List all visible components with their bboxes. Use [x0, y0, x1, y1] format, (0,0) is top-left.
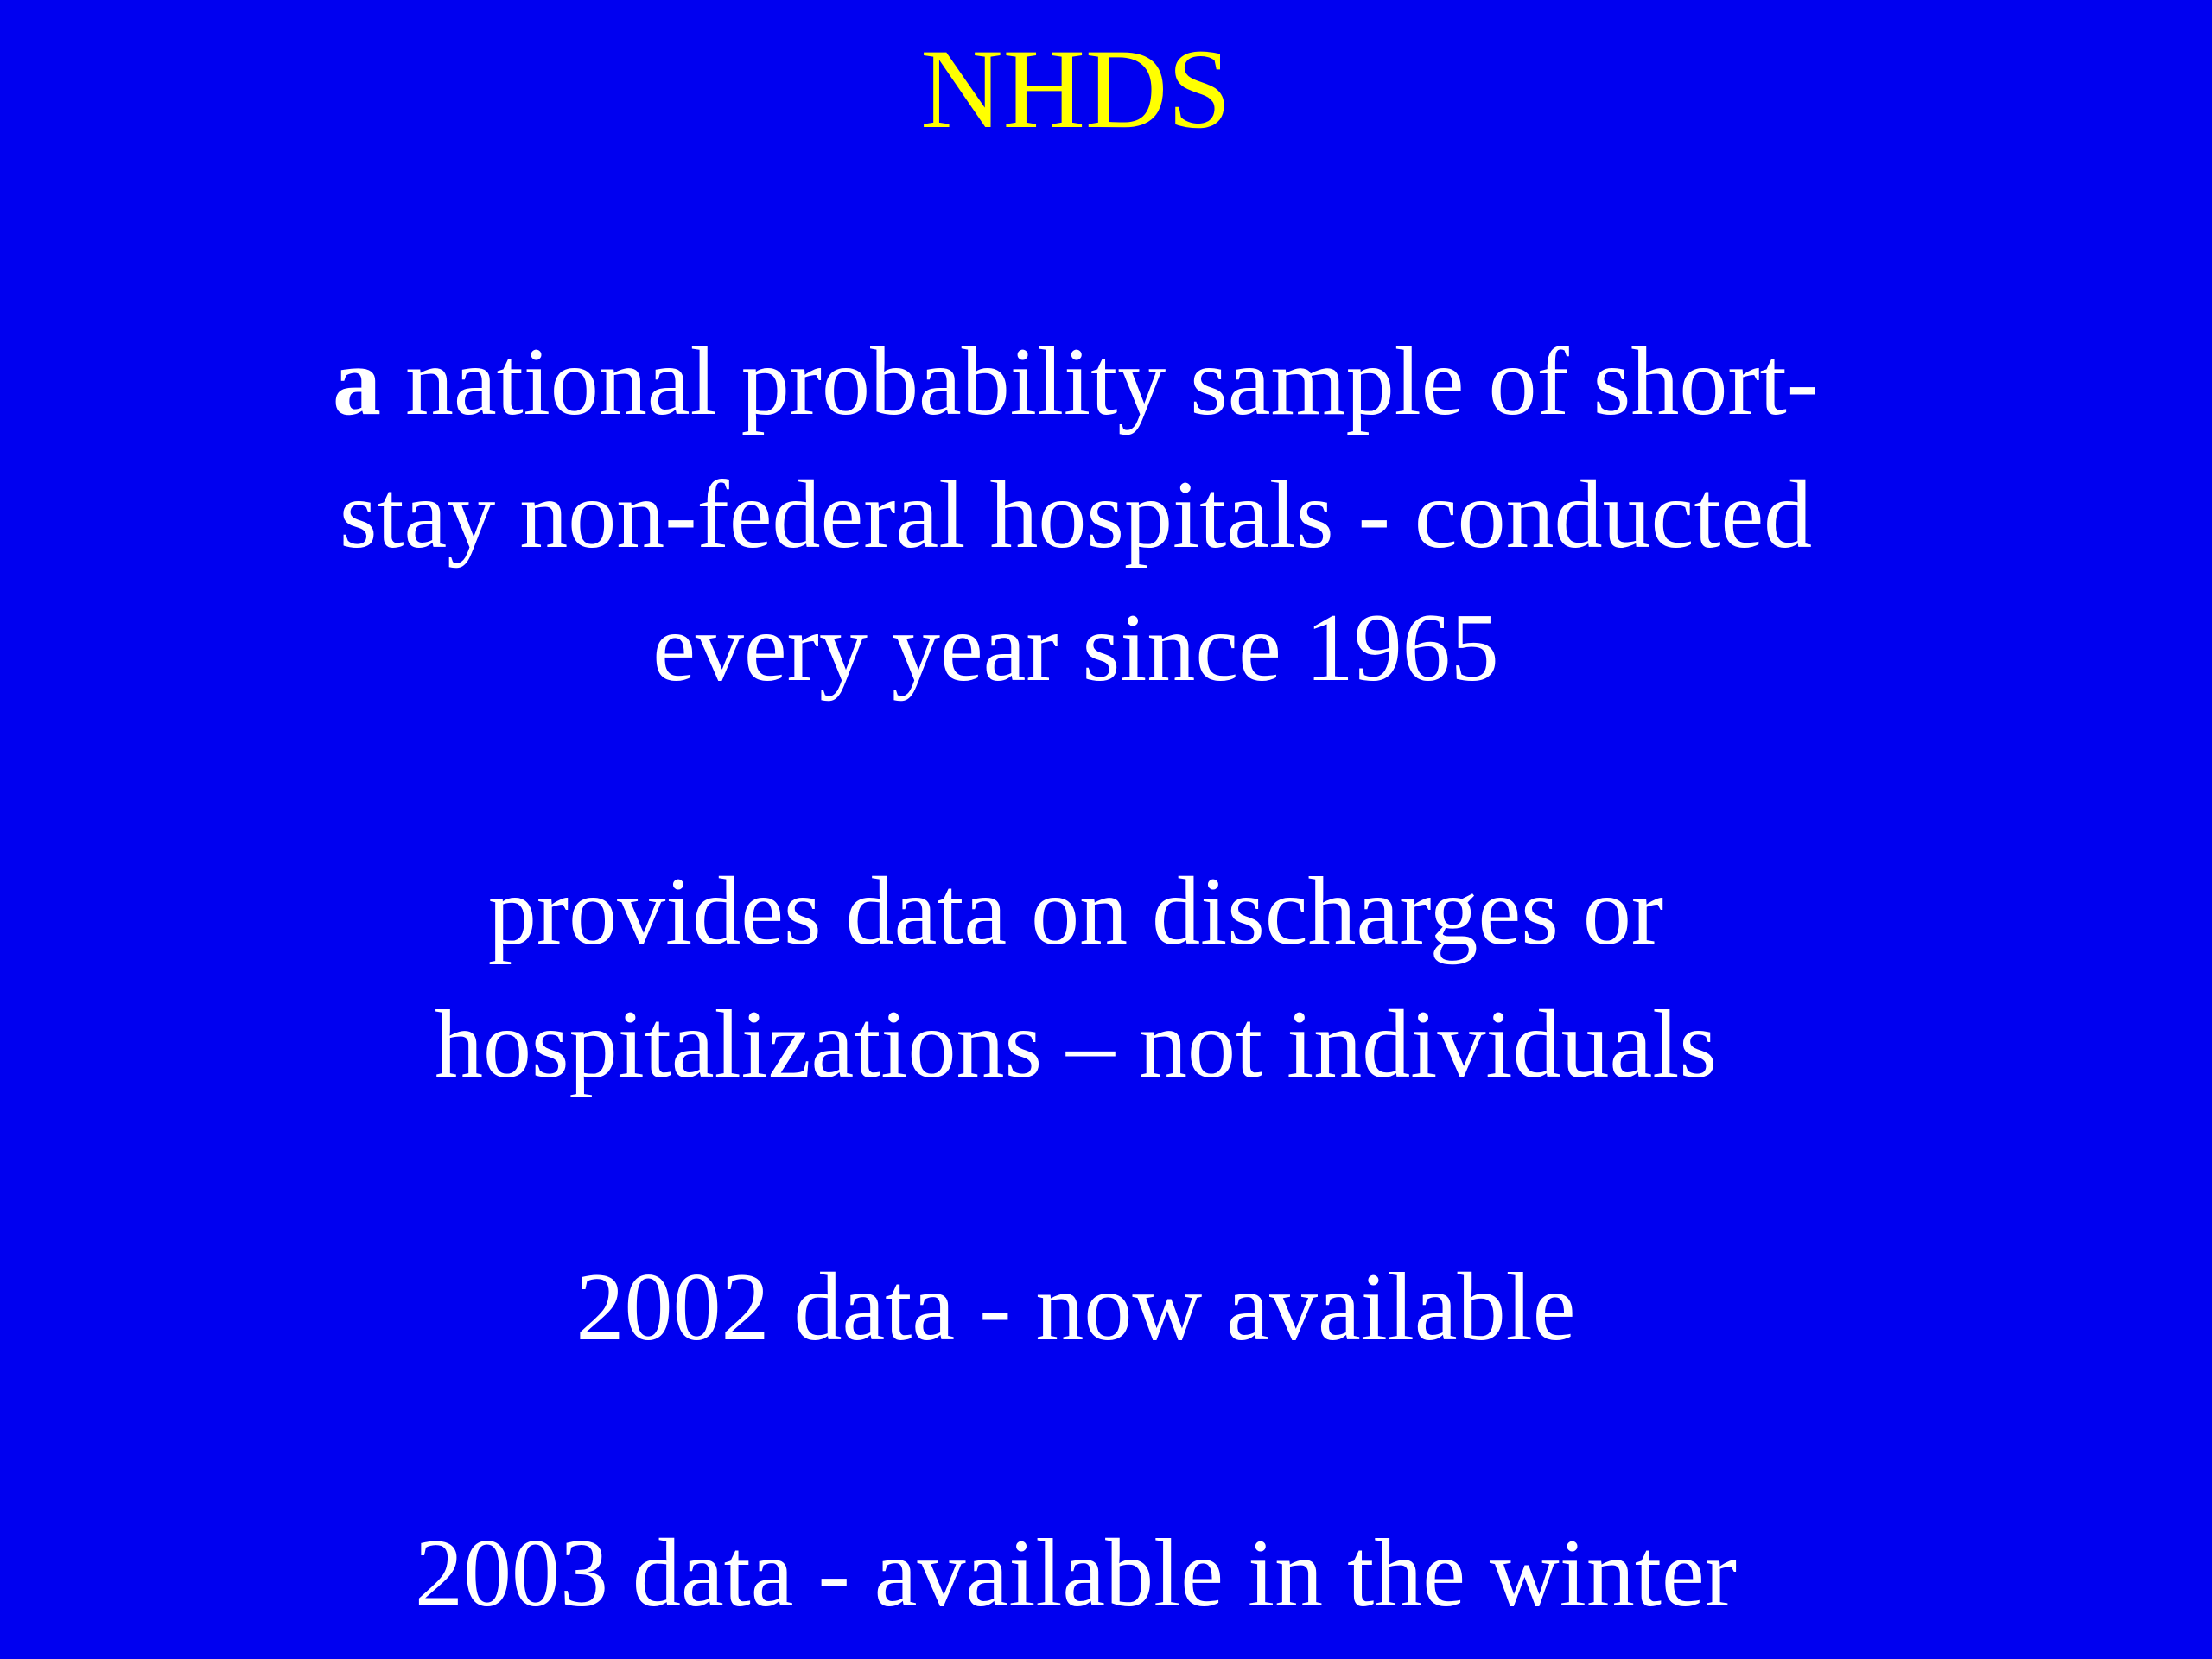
paragraph-line: provides data on discharges or — [487, 858, 1664, 965]
bold-lead-word: a — [332, 328, 381, 435]
paragraph-line: hospitalizations – not individuals — [435, 991, 1717, 1098]
paragraph-data-scope — [0, 845, 2152, 1111]
paragraph-line: 2003 data - available in the winter — [414, 1520, 1738, 1627]
slide-title: NHDS — [920, 25, 1231, 152]
paragraph-line: 2002 data - now available — [575, 1254, 1576, 1361]
line-text: national probability sample of short- — [380, 328, 1820, 435]
paragraph-2003-data — [0, 1507, 2152, 1640]
paragraph-line — [0, 315, 2152, 448]
paragraph-line: every year since 1965 — [652, 594, 1499, 702]
paragraph-line: stay non-federal hospitals - conducted — [339, 461, 1813, 569]
paragraph-description — [0, 315, 2152, 715]
paragraph-2002-data — [0, 1241, 2152, 1374]
